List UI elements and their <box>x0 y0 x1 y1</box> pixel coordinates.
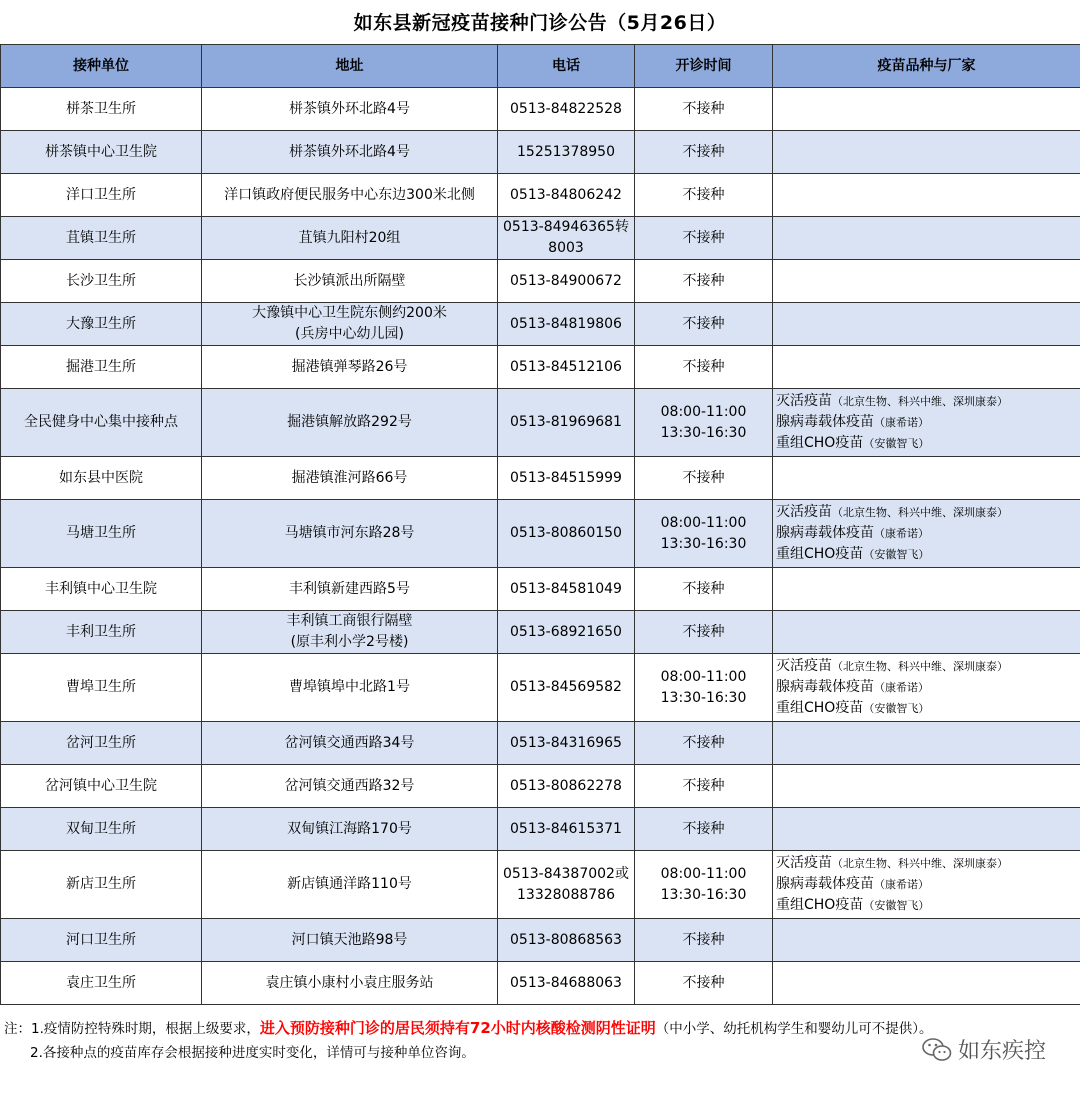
vaccine-name: 灭活疫苗 <box>776 658 832 674</box>
cell-unit: 岔河卫生所 <box>1 722 202 765</box>
cell-address <box>202 851 498 919</box>
cell-phone <box>498 808 635 851</box>
cell-phone-line: 0513-84806242 <box>510 186 622 203</box>
cell-unit: 洋口卫生所 <box>1 174 202 217</box>
cell-address-line: 栟茶镇外环北路4号 <box>289 143 410 160</box>
vaccine-maker: （北京生物、科兴中维、深圳康泰） <box>832 660 1008 673</box>
vaccine-entry <box>776 412 1076 433</box>
page-title: 如东县新冠疫苗接种门诊公告（5月26日） <box>353 12 727 34</box>
cell-address <box>202 611 498 654</box>
cell-address-line: (原丰利小学2号楼) <box>290 634 409 650</box>
cell-hours <box>635 808 773 851</box>
cell-address-line: 曹埠镇埠中北路1号 <box>289 679 410 695</box>
vaccine-maker: （康希诺） <box>874 527 929 540</box>
cell-phone <box>498 174 635 217</box>
cell-hours <box>635 260 773 303</box>
cell-hours-line: 13:30-16:30 <box>660 424 747 441</box>
cell-hours <box>635 88 773 131</box>
cell-hours-line: 不接种 <box>682 623 725 640</box>
cell-phone-line: 0513-84946365转 <box>503 219 629 235</box>
vaccine-name: 腺病毒载体疫苗 <box>776 679 874 695</box>
vaccine-name: 灭活疫苗 <box>776 855 832 871</box>
cell-phone-line: 0513-84615371 <box>510 820 622 837</box>
cell-address <box>202 88 498 131</box>
cell-hours-line: 08:00-11:00 <box>660 514 747 531</box>
vaccine-entry <box>776 391 1076 412</box>
cell-address <box>202 457 498 500</box>
vaccine-name: 灭活疫苗 <box>776 504 832 520</box>
wechat-icon <box>922 1037 952 1063</box>
cell-address <box>202 131 498 174</box>
cell-address-line: 掘港镇解放路292号 <box>287 414 412 430</box>
cell-hours <box>635 919 773 962</box>
cell-phone <box>498 962 635 1005</box>
table-row <box>1 962 1080 1005</box>
cell-hours-line: 不接种 <box>682 100 725 117</box>
vaccine-maker: （安徽智飞） <box>863 702 930 715</box>
cell-vaccines <box>773 500 1080 568</box>
cell-phone-line: 0513-84316965 <box>510 734 622 751</box>
header-unit: 接种单位 <box>1 45 202 88</box>
cell-phone <box>498 500 635 568</box>
cell-hours <box>635 500 773 568</box>
cell-address-line: 丰利镇新建西路5号 <box>289 580 410 597</box>
cell-vaccines <box>773 851 1080 919</box>
table-header-row <box>1 45 1080 88</box>
cell-hours-line: 08:00-11:00 <box>660 865 747 882</box>
cell-unit: 丰利卫生所 <box>1 611 202 654</box>
cell-phone <box>498 919 635 962</box>
cell-unit: 栟茶卫生所 <box>1 88 202 131</box>
cell-address-line: 岔河镇交通西路32号 <box>284 777 415 794</box>
table-row <box>1 260 1080 303</box>
vaccine-name: 腺病毒载体疫苗 <box>776 876 874 892</box>
cell-address-line: 河口镇天池路98号 <box>291 931 408 948</box>
table-row <box>1 500 1080 568</box>
cell-unit: 马塘卫生所 <box>1 500 202 568</box>
cell-address-line: 大豫镇中心卫生院东侧约200米 <box>252 305 447 321</box>
cell-hours-line: 不接种 <box>682 358 725 375</box>
cell-vaccines <box>773 88 1080 131</box>
cell-hours <box>635 851 773 919</box>
cell-vaccines <box>773 568 1080 611</box>
cell-address <box>202 303 498 346</box>
vaccine-entry <box>776 544 1076 565</box>
cell-phone-line: 0513-68921650 <box>510 623 622 640</box>
cell-phone-line: 0513-84569582 <box>510 679 622 695</box>
cell-phone <box>498 765 635 808</box>
cell-address-line: 栟茶镇外环北路4号 <box>289 100 410 117</box>
cell-hours <box>635 346 773 389</box>
cell-phone <box>498 217 635 260</box>
header-address: 地址 <box>202 45 498 88</box>
vaccine-maker: （康希诺） <box>874 878 929 891</box>
vaccine-maker: （安徽智飞） <box>863 899 930 912</box>
cell-phone <box>498 389 635 457</box>
cell-vaccines <box>773 389 1080 457</box>
vaccine-entry <box>776 698 1076 719</box>
vaccine-name: 重组CHO疫苗 <box>776 897 864 913</box>
cell-phone-line: 0513-84515999 <box>510 469 622 486</box>
cell-hours-line: 不接种 <box>682 272 725 289</box>
cell-address <box>202 174 498 217</box>
cell-unit: 袁庄卫生所 <box>1 962 202 1005</box>
cell-unit: 曹埠卫生所 <box>1 654 202 722</box>
cell-hours-line: 不接种 <box>682 315 725 332</box>
vaccine-entry <box>776 677 1076 698</box>
cell-address-line: 袁庄镇小康村小袁庄服务站 <box>265 974 434 991</box>
cell-unit: 大豫卫生所 <box>1 303 202 346</box>
cell-hours-line: 不接种 <box>682 777 725 794</box>
vaccine-name: 灭活疫苗 <box>776 393 832 409</box>
cell-vaccines <box>773 217 1080 260</box>
table-row <box>1 765 1080 808</box>
vaccine-maker: （康希诺） <box>874 681 929 694</box>
cell-address <box>202 654 498 722</box>
cell-address-line: 洋口镇政府便民服务中心东边300米北侧 <box>224 186 475 203</box>
vaccine-name: 重组CHO疫苗 <box>776 700 864 716</box>
cell-address <box>202 346 498 389</box>
cell-vaccines <box>773 808 1080 851</box>
cell-hours-line: 13:30-16:30 <box>660 535 747 552</box>
cell-hours-line: 不接种 <box>682 734 725 751</box>
cell-unit: 岔河镇中心卫生院 <box>1 765 202 808</box>
cell-phone-line: 0513-80860150 <box>510 525 622 541</box>
note-1-prefix: 注：1.疫情防控特殊时期，根据上级要求， <box>4 1021 260 1037</box>
note-line-2: 2.各接种点的疫苗库存会根据接种进度实时变化，详情可与接种单位咨询。 <box>30 1045 475 1061</box>
cell-unit: 河口卫生所 <box>1 919 202 962</box>
cell-unit: 苴镇卫生所 <box>1 217 202 260</box>
cell-hours-line: 不接种 <box>682 186 725 203</box>
cell-hours-line: 08:00-11:00 <box>660 403 747 420</box>
vaccine-name: 重组CHO疫苗 <box>776 546 864 562</box>
vaccine-entry <box>776 874 1076 895</box>
cell-phone-line: 0513-80862278 <box>510 777 622 794</box>
cell-phone <box>498 611 635 654</box>
cell-phone-line: 0513-84900672 <box>510 272 622 289</box>
cell-vaccines <box>773 962 1080 1005</box>
cell-unit: 全民健身中心集中接种点 <box>1 389 202 457</box>
cell-phone-line: 0513-84581049 <box>510 580 622 597</box>
table-row <box>1 88 1080 131</box>
table-body <box>1 88 1080 1005</box>
cell-hours-line: 不接种 <box>682 143 725 160</box>
cell-hours-line: 不接种 <box>682 469 725 486</box>
cell-address-line: 新店镇通洋路110号 <box>287 876 412 892</box>
cell-phone <box>498 131 635 174</box>
cell-address-line: 丰利镇工商银行隔壁 <box>286 613 413 629</box>
vaccine-name: 重组CHO疫苗 <box>776 435 864 451</box>
vaccine-maker: （康希诺） <box>874 416 929 429</box>
cell-phone-line: 0513-84688063 <box>510 974 622 991</box>
cell-address-line: 苴镇九阳村20组 <box>298 229 401 246</box>
cell-unit: 掘港卫生所 <box>1 346 202 389</box>
cell-hours <box>635 962 773 1005</box>
vaccine-entry <box>776 502 1076 523</box>
header-vaccines: 疫苗品种与厂家 <box>773 45 1080 88</box>
cell-address-line: 岔河镇交通西路34号 <box>284 734 415 751</box>
cell-hours-line: 不接种 <box>682 974 725 991</box>
table-row <box>1 346 1080 389</box>
cell-phone-line: 0513-80868563 <box>510 931 622 948</box>
cell-hours <box>635 457 773 500</box>
vaccine-maker: （安徽智飞） <box>863 437 930 450</box>
note-1-suffix: （中小学、幼托机构学生和婴幼儿可不提供）。 <box>655 1021 933 1037</box>
vaccine-entry <box>776 656 1076 677</box>
cell-vaccines <box>773 611 1080 654</box>
cell-hours <box>635 722 773 765</box>
vaccine-maker: （北京生物、科兴中维、深圳康泰） <box>832 395 1008 408</box>
cell-hours <box>635 568 773 611</box>
cell-address-line: (兵房中心幼儿园) <box>295 326 404 342</box>
cell-vaccines <box>773 457 1080 500</box>
cell-vaccines <box>773 765 1080 808</box>
cell-phone <box>498 457 635 500</box>
cell-address <box>202 722 498 765</box>
cell-hours-line: 不接种 <box>682 229 725 246</box>
cell-phone <box>498 346 635 389</box>
cell-hours-line: 13:30-16:30 <box>660 689 747 706</box>
cell-phone-line: 0513-84819806 <box>510 315 622 332</box>
cell-vaccines <box>773 654 1080 722</box>
vaccine-entry <box>776 523 1076 544</box>
cell-phone-line: 8003 <box>548 240 584 256</box>
cell-phone <box>498 303 635 346</box>
cell-unit: 栟茶镇中心卫生院 <box>1 131 202 174</box>
table-row <box>1 457 1080 500</box>
header-phone: 电话 <box>498 45 635 88</box>
vaccination-table <box>0 44 1080 1005</box>
vaccine-entry <box>776 433 1076 454</box>
cell-hours <box>635 174 773 217</box>
table-row <box>1 851 1080 919</box>
cell-unit: 长沙卫生所 <box>1 260 202 303</box>
cell-phone-line: 0513-84822528 <box>510 100 622 117</box>
cell-address-line: 掘港镇弹琴路26号 <box>291 358 408 375</box>
cell-phone <box>498 654 635 722</box>
cell-hours <box>635 217 773 260</box>
cell-address <box>202 962 498 1005</box>
cell-vaccines <box>773 131 1080 174</box>
cell-address <box>202 260 498 303</box>
cell-phone-line: 0513-84512106 <box>510 358 622 375</box>
cell-hours <box>635 389 773 457</box>
cell-address-line: 掘港镇淮河路66号 <box>291 469 408 486</box>
cell-vaccines <box>773 346 1080 389</box>
cell-phone <box>498 722 635 765</box>
table-row <box>1 131 1080 174</box>
cell-phone-line: 0513-84387002或 <box>503 865 629 882</box>
cell-hours-line: 08:00-11:00 <box>660 668 747 685</box>
table-row <box>1 568 1080 611</box>
table-row <box>1 654 1080 722</box>
cell-address <box>202 765 498 808</box>
vaccine-name: 腺病毒载体疫苗 <box>776 414 874 430</box>
cell-hours <box>635 765 773 808</box>
vaccine-name: 腺病毒载体疫苗 <box>776 525 874 541</box>
cell-phone <box>498 260 635 303</box>
table-row <box>1 389 1080 457</box>
notes <box>4 1016 1080 1065</box>
cell-vaccines <box>773 722 1080 765</box>
table-row <box>1 303 1080 346</box>
table-row <box>1 808 1080 851</box>
note-line-1 <box>4 1016 1080 1041</box>
cell-hours-line: 不接种 <box>682 580 725 597</box>
table-row <box>1 217 1080 260</box>
cell-phone-line: 0513-81969681 <box>510 414 622 430</box>
cell-hours-line: 13:30-16:30 <box>660 886 747 903</box>
cell-vaccines <box>773 260 1080 303</box>
cell-address <box>202 389 498 457</box>
cell-address <box>202 568 498 611</box>
cell-vaccines <box>773 919 1080 962</box>
cell-unit: 丰利镇中心卫生院 <box>1 568 202 611</box>
table-row <box>1 174 1080 217</box>
cell-address-line: 马塘镇市河东路28号 <box>284 525 415 541</box>
cell-phone <box>498 568 635 611</box>
table-row <box>1 919 1080 962</box>
cell-address <box>202 919 498 962</box>
table-row <box>1 611 1080 654</box>
vaccine-entry <box>776 895 1076 916</box>
note-1-highlight: 进入预防接种门诊的居民须持有72小时内核酸检测阴性证明 <box>259 1019 656 1037</box>
cell-vaccines <box>773 303 1080 346</box>
cell-address-line: 长沙镇派出所隔壁 <box>293 272 406 289</box>
cell-unit: 双甸卫生所 <box>1 808 202 851</box>
vaccine-entry <box>776 853 1076 874</box>
cell-address <box>202 217 498 260</box>
cell-hours <box>635 303 773 346</box>
vaccine-maker: （安徽智飞） <box>863 548 930 561</box>
vaccine-maker: （北京生物、科兴中维、深圳康泰） <box>832 857 1008 870</box>
cell-hours-line: 不接种 <box>682 931 725 948</box>
cell-address <box>202 500 498 568</box>
cell-hours <box>635 654 773 722</box>
cell-address <box>202 808 498 851</box>
watermark-text: 如东疾控 <box>957 1039 1046 1064</box>
cell-hours <box>635 131 773 174</box>
header-hours: 开诊时间 <box>635 45 773 88</box>
cell-phone-line: 13328088786 <box>517 886 615 903</box>
cell-hours-line: 不接种 <box>682 820 725 837</box>
table-row <box>1 722 1080 765</box>
cell-phone-line: 15251378950 <box>517 143 615 160</box>
cell-address-line: 双甸镇江海路170号 <box>287 820 412 837</box>
cell-unit: 如东县中医院 <box>1 457 202 500</box>
watermark <box>922 1034 1046 1065</box>
cell-hours <box>635 611 773 654</box>
cell-phone <box>498 88 635 131</box>
vaccine-maker: （北京生物、科兴中维、深圳康泰） <box>832 506 1008 519</box>
cell-phone <box>498 851 635 919</box>
cell-vaccines <box>773 174 1080 217</box>
cell-unit: 新店卫生所 <box>1 851 202 919</box>
